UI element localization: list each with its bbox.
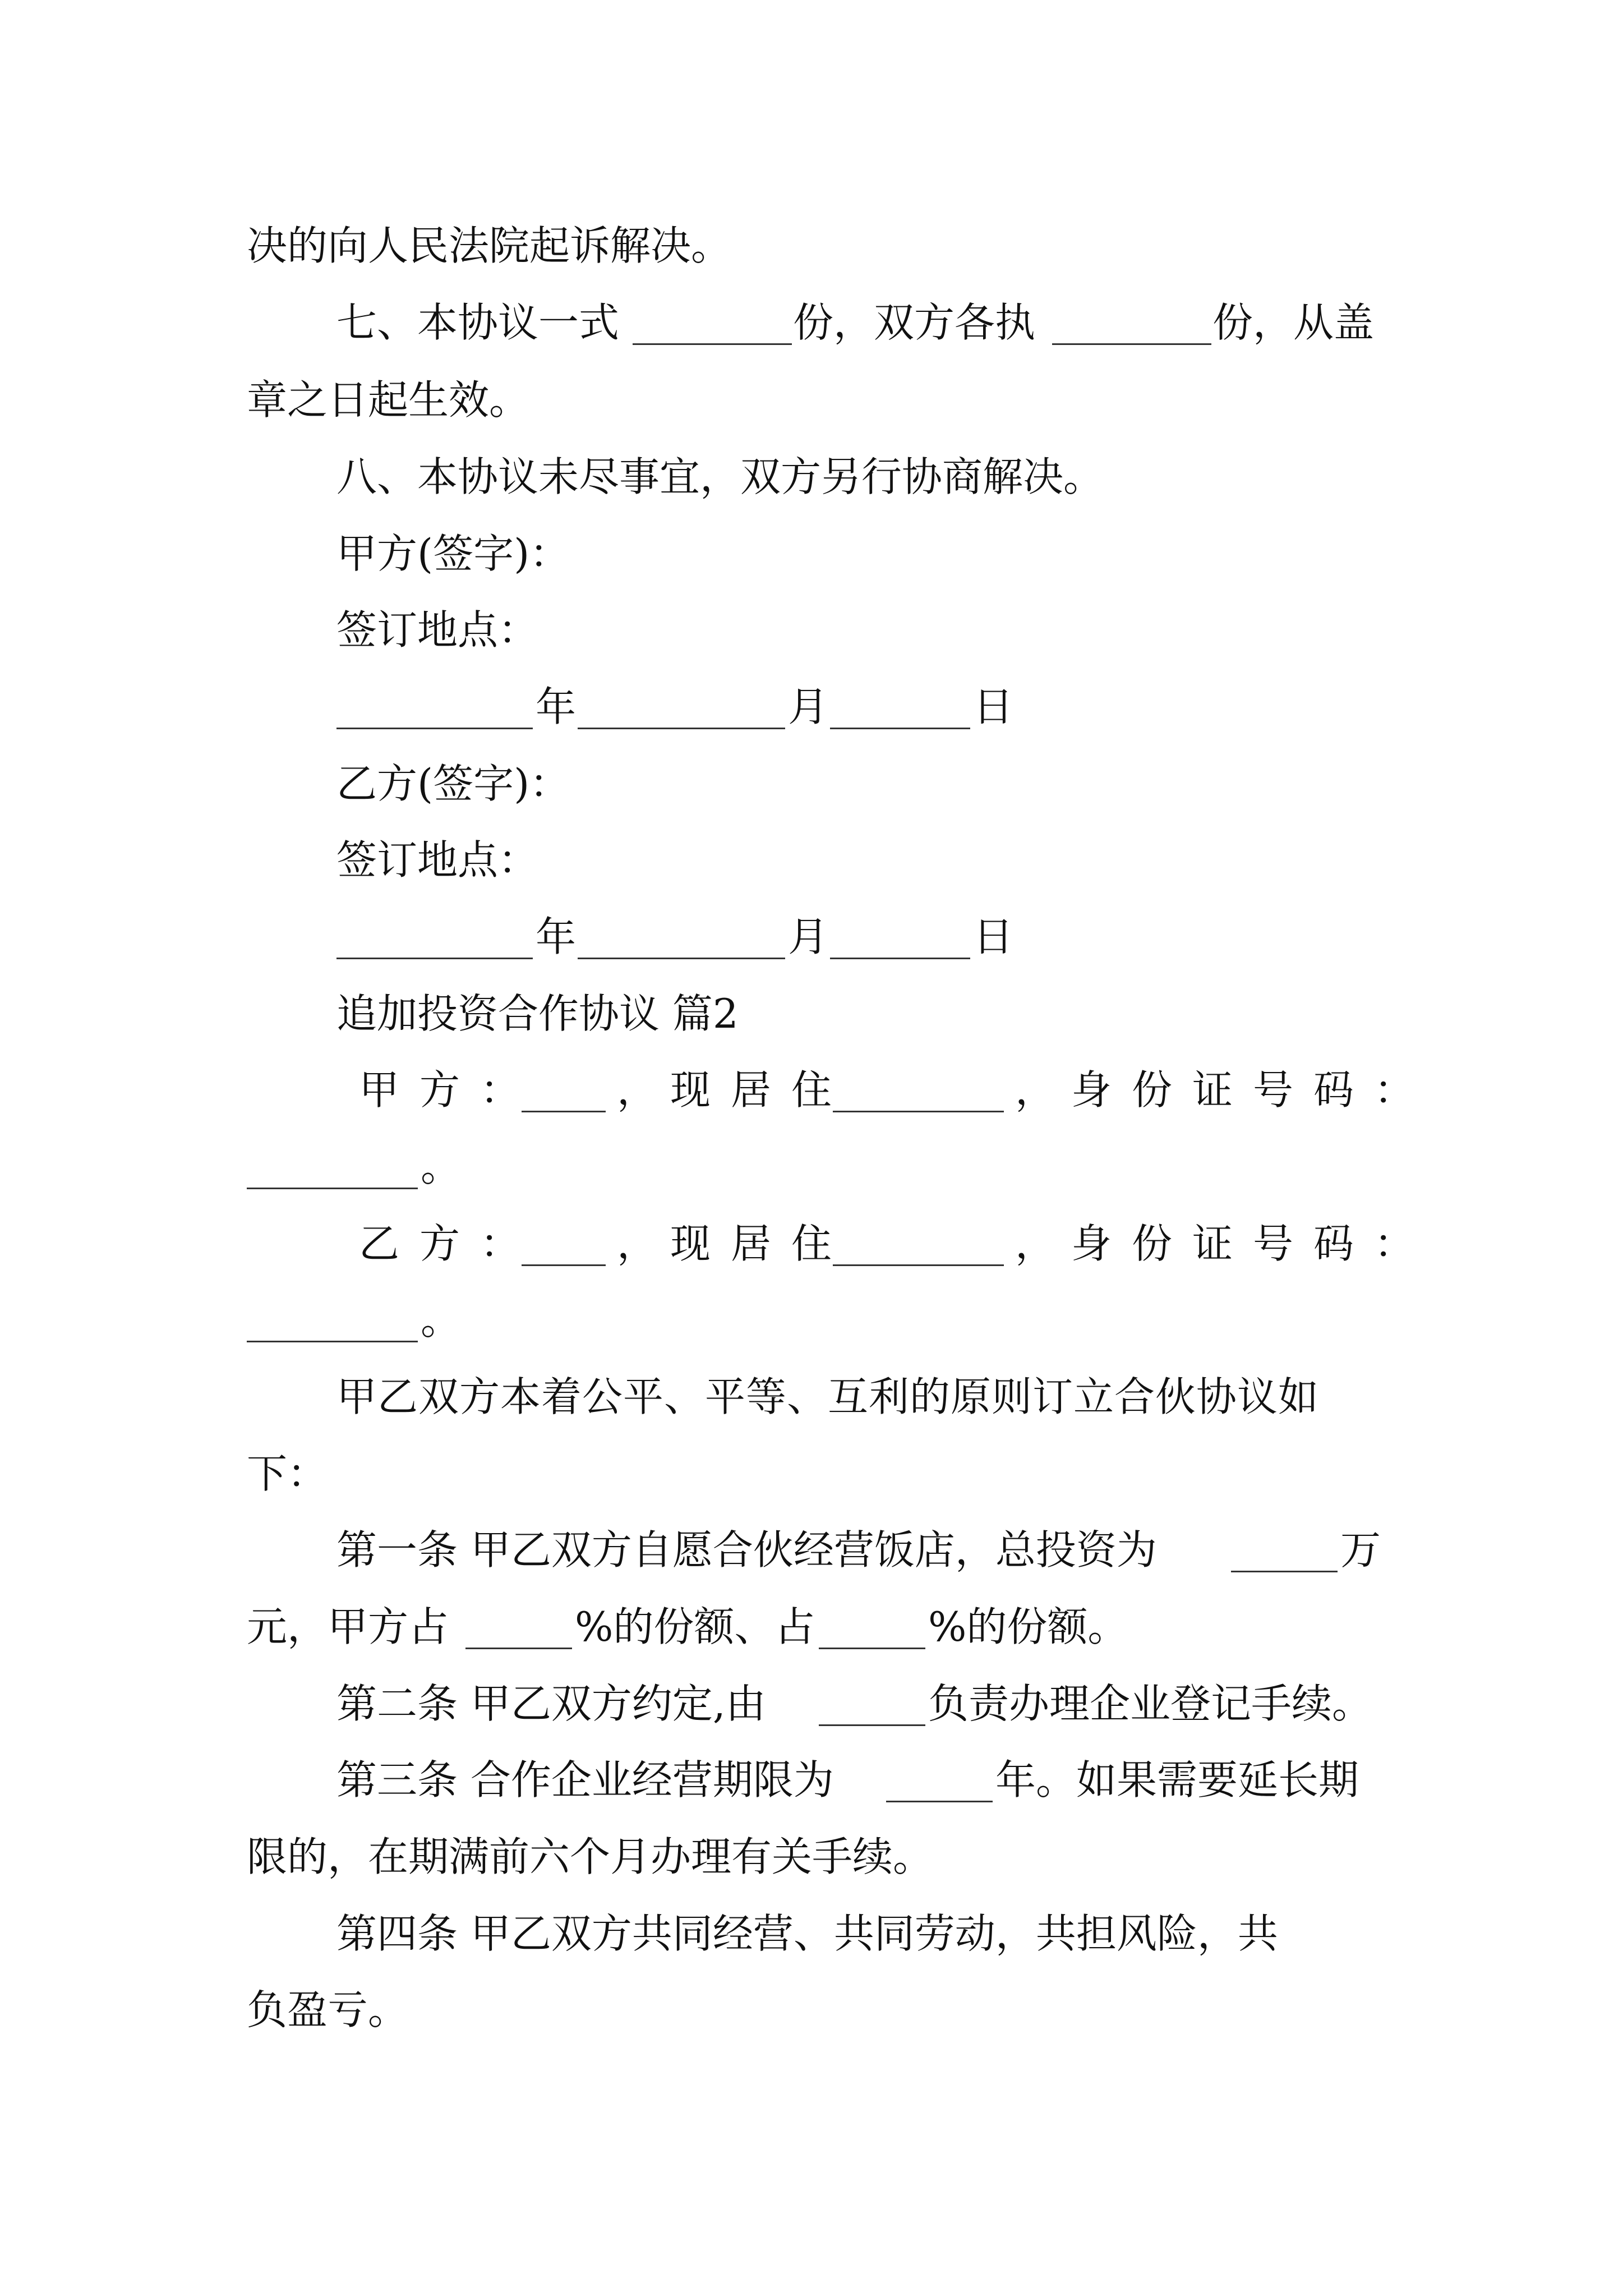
line-text: 负责办理企业登记手续。 [928,1680,1373,1727]
separator: ， [617,1220,658,1267]
article-3-line [0,1749,1623,1811]
line-text: %的份额。 [928,1603,1128,1650]
blank-field [578,958,785,959]
line-text: 七、本协议一式 [336,299,620,346]
text-line [0,753,1623,815]
line-text: 决的向人民法院起诉解决。 [247,222,732,269]
article-2-line [0,1673,1623,1734]
blank-field [833,1264,1004,1266]
blank-field [522,1111,606,1112]
year-label: 年 [536,683,577,730]
blank-field [833,1111,1004,1112]
section-heading [0,983,1623,1045]
text-line [0,446,1623,508]
line-text: 签订地点： [336,836,539,884]
line-text: 乙方(签字)： [336,760,570,807]
residence-label: 现居住 [670,1220,852,1267]
line-text: 八、本协议未尽事宜，双方另行协商解决。 [336,453,1104,500]
text-line [0,1826,1623,1888]
line-text: 甲乙双方本着公平、平等、互利的原则订立合伙协议如 [336,1373,1320,1420]
heading-text: 追加投资合作协议 篇2 [336,990,739,1037]
party-label: 乙方： [359,1220,541,1267]
text-line [0,1136,1623,1198]
line-text: 份，双方各执 [793,299,1036,346]
separator: ， [1015,1220,1056,1267]
line-text: 第二条 甲乙双方约定,由 [336,1680,766,1727]
id-number-label: 身份证号码： [1071,1066,1435,1114]
blank-field [886,1801,993,1802]
date-line [0,906,1623,968]
blank-field [830,728,970,729]
party-a-line [0,1059,1623,1121]
text-line [0,1443,1623,1504]
line-text: 第四条 甲乙双方共同经营、共同劳动，共担风险，共 [336,1910,1278,1957]
article-1-line [0,1519,1623,1581]
separator: ， [1015,1066,1056,1114]
month-label: 月 [788,913,829,960]
line-text: 签订地点： [336,606,539,654]
text-line [0,369,1623,431]
article-4-line [0,1903,1623,1964]
id-number-label: 身份证号码： [1071,1220,1435,1267]
separator: ， [617,1066,658,1114]
party-label: 甲方： [359,1066,541,1114]
line-text: 元，甲方占 [247,1603,449,1650]
text-line [0,215,1623,277]
text-line [0,1289,1623,1351]
blank-field [465,1648,572,1649]
blank-field [819,1648,925,1649]
line-text: 负盈亏。 [247,1986,409,2033]
blank-field [522,1264,606,1266]
line-text: 限的，在期满前六个月办理有关手续。 [247,1833,934,1880]
blank-field [247,1341,418,1342]
line-text: 甲方(签字)： [336,530,570,577]
year-label: 年 [536,913,577,960]
line-text: 。 [421,1296,462,1343]
blank-field [578,728,785,729]
date-line [0,676,1623,738]
blank-field [1231,1571,1338,1572]
line-text: 份，从盖 [1212,299,1375,346]
line-text: 第一条 甲乙双方自愿合伙经营饭店，总投资为 [336,1526,1157,1573]
line-text: 下： [247,1450,328,1497]
residence-label: 现居住 [670,1066,852,1114]
text-line [0,1979,1623,2041]
text-line [0,1596,1623,1658]
blank-field [633,343,792,345]
month-label: 月 [788,683,829,730]
line-text: 第三条 合作企业经营期限为 [336,1756,834,1803]
line-text: 。 [421,1143,462,1190]
party-b-line [0,1213,1623,1274]
blank-field [830,958,970,959]
line-text: %的份额、占 [575,1603,815,1650]
day-label: 日 [973,913,1014,960]
line-text: 年。如果需要延长期 [995,1756,1359,1803]
text-line [0,292,1623,353]
blank-field [819,1724,925,1726]
line-text: 章之日起生效。 [247,376,530,424]
blank-field [1052,343,1211,345]
blank-field [247,1188,418,1189]
blank-field [336,958,533,959]
text-line [0,523,1623,585]
day-label: 日 [973,683,1014,730]
text-line [0,1366,1623,1428]
text-line [0,599,1623,661]
blank-field [336,728,533,729]
text-line [0,829,1623,891]
line-text: 万 [1340,1526,1381,1573]
